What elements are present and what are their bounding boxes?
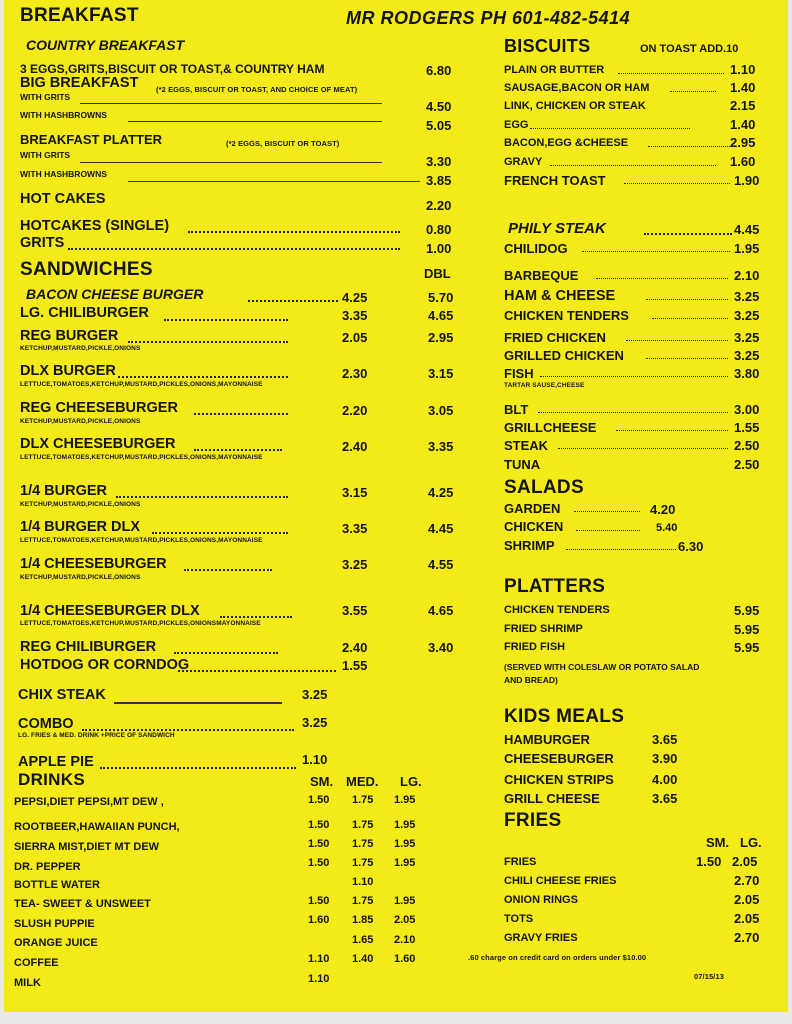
sandwich-price: 3.35: [342, 308, 368, 323]
biscuit-price: 2.15: [730, 98, 756, 113]
sandwiches-title: SANDWICHES: [20, 259, 153, 280]
chix-steak: CHIX STEAK: [18, 687, 106, 703]
drink-lg: 1.95: [394, 794, 416, 806]
leader-dots: [566, 549, 676, 550]
right-sandwich-price: 3.00: [734, 402, 760, 417]
sandwich-dbl-price: 4.65: [428, 603, 454, 618]
sandwich-dbl-price: 4.55: [428, 557, 454, 572]
platter-grits: WITH GRITS: [20, 150, 71, 160]
right-sandwich-price: 2.10: [734, 268, 760, 283]
platter-grits-price: 3.30: [426, 154, 452, 169]
sandwich-desc: KETCHUP,MUSTARD,PICKLE,ONIONS: [20, 418, 141, 425]
drink-sm: 1.10: [308, 953, 330, 965]
platters-title: PLATTERS: [504, 576, 606, 597]
sandwich-price: 3.25: [342, 557, 368, 572]
leader-dots: [644, 233, 732, 235]
combo: COMBO: [18, 716, 74, 732]
grits: GRITS: [20, 235, 65, 251]
biscuit-name: FRENCH TOAST: [504, 173, 606, 188]
drink-lg: 2.10: [394, 934, 416, 946]
drink-med: 1.75: [352, 819, 374, 831]
drink-med: 1.75: [352, 838, 374, 850]
right-sandwich-name: STEAK: [504, 438, 549, 453]
sandwich-name: REG CHILIBURGER: [20, 639, 157, 655]
drink-name: SIERRA MIST,DIET MT DEW: [14, 841, 160, 853]
fries-title: FRIES: [504, 810, 562, 831]
fries-lg-price: 2.05: [732, 854, 758, 869]
leader-dots: [618, 73, 724, 74]
apple-pie: APPLE PIE: [18, 754, 94, 770]
apple-pie-price: 1.10: [302, 752, 328, 767]
fries-name: FRIES: [504, 856, 537, 868]
country-breakfast-price: 6.80: [426, 63, 452, 78]
combo-desc: LG. FRIES & MED. DRINK +PRICE OF SANDWICH: [18, 732, 175, 739]
leader-dots: [646, 358, 728, 359]
sandwich-desc: KETCHUP,MUSTARD,PICKLE,ONIONS: [20, 501, 141, 508]
hot-cakes: HOT CAKES: [20, 191, 106, 207]
fries-name: ONION RINGS: [504, 894, 578, 906]
sandwich-name: 1/4 CHEESEBURGER: [20, 556, 167, 572]
right-sandwich-name: GRILLCHEESE: [504, 420, 597, 435]
kids-meal-name: HAMBURGER: [504, 732, 590, 747]
sandwich-name: BACON CHEESE BURGER: [26, 286, 204, 302]
right-sandwich-name: FRIED CHICKEN: [504, 330, 606, 345]
biscuit-price: 1.40: [730, 117, 756, 132]
drink-med: 1.40: [352, 953, 374, 965]
kids-meal-price: 4.00: [652, 772, 678, 787]
right-sandwich-name: CHILIDOG: [504, 241, 568, 256]
drink-lg: 1.60: [394, 953, 416, 965]
drink-med: 1.75: [352, 857, 374, 869]
right-sandwich-price: 3.80: [734, 366, 760, 381]
platter-hash-price: 3.85: [426, 173, 452, 188]
right-sandwich-name: PHILY STEAK: [508, 220, 606, 237]
biscuits-note: ON TOAST ADD.10: [640, 43, 739, 55]
drink-sm: 1.50: [308, 895, 330, 907]
sandwich-name: HOTDOG OR CORNDOG: [20, 657, 190, 673]
biscuit-name: GRAVY: [504, 156, 543, 168]
right-sandwich-price: 2.50: [734, 438, 760, 453]
menu-sheet: [4, 0, 788, 1012]
leader-dots: [652, 318, 728, 319]
right-sandwich-name: GRILLED CHICKEN: [504, 348, 624, 363]
right-column: [4, 0, 788, 1012]
biscuit-name: EGG: [504, 119, 529, 131]
hotcakes-single-price: 0.80: [426, 222, 452, 237]
drink-sm: 1.10: [308, 973, 330, 985]
fries-name: CHILI CHEESE FRIES: [504, 875, 617, 887]
fries-sm-price: 1.50: [696, 854, 722, 869]
drink-name: ROOTBEER,HAWAIIAN PUNCH,: [14, 821, 180, 833]
leader-dots: [616, 430, 728, 431]
right-sandwich-price: 3.25: [734, 289, 760, 304]
leader-dots: [648, 146, 730, 147]
kids-meal-name: CHICKEN STRIPS: [504, 772, 614, 787]
sandwich-price: 2.40: [342, 640, 368, 655]
biscuit-price: 1.60: [730, 154, 756, 169]
sandwich-desc: LETTUCE,TOMATOES,KETCHUP,MUSTARD,PICKLES,ONIONS,MAYONNAISE: [20, 454, 263, 461]
sandwich-dbl-price: 3.05: [428, 403, 454, 418]
kids-meal-price: 3.65: [652, 732, 678, 747]
sandwich-desc: LETTUCE,TOMATOES,KETCHUP,MUSTARD,PICKLES,ONIONSMAYONNAISE: [20, 620, 261, 627]
right-sandwich-name: FISH: [504, 366, 534, 381]
sandwich-name: 1/4 CHEESEBURGER DLX: [20, 603, 200, 619]
leader-dots: [558, 448, 728, 449]
sandwich-desc: LETTUCE,TOMATOES,KETCHUP,MUSTARD,PICKLES,ONIONS,MAYONNAISE: [20, 381, 263, 388]
right-sandwich-name: BLT: [504, 402, 529, 417]
biscuit-price: 1.40: [730, 80, 756, 95]
drink-name: DR. PEPPER: [14, 861, 81, 873]
sandwich-dbl-price: 3.40: [428, 640, 454, 655]
platters-note-line2: AND BREAD): [504, 675, 558, 685]
drink-sm: 1.50: [308, 857, 330, 869]
sandwich-price: 2.20: [342, 403, 368, 418]
leader-dots: [530, 128, 690, 129]
sandwich-price: 2.05: [342, 330, 368, 345]
sandwich-dbl-price: 4.45: [428, 521, 454, 536]
leader-dots: [540, 376, 728, 377]
drink-sm: 1.50: [308, 794, 330, 806]
leader-dots: [550, 165, 716, 166]
sandwich-desc: KETCHUP,MUSTARD,PICKLE,ONIONS: [20, 345, 141, 352]
sandwich-name: DLX BURGER: [20, 363, 116, 379]
biscuit-name: LINK, CHICKEN OR STEAK: [504, 100, 646, 112]
sandwich-price: 2.30: [342, 366, 368, 381]
salad-price: 5.40: [656, 522, 678, 534]
drink-lg: 1.95: [394, 857, 416, 869]
biscuit-name: PLAIN OR BUTTER: [504, 64, 605, 76]
grits-price: 1.00: [426, 241, 452, 256]
drinks-col-med: MED.: [346, 774, 379, 789]
salad-price: 4.20: [650, 502, 676, 517]
print-date: 07/15/13: [694, 972, 724, 981]
fries-lg-price: 2.05: [734, 911, 760, 926]
drink-name: BOTTLE WATER: [14, 879, 100, 891]
leader-dots: [576, 530, 640, 531]
fries-name: GRAVY FRIES: [504, 932, 578, 944]
right-sandwich-price: 4.45: [734, 222, 760, 237]
platter-name: FRIED FISH: [504, 641, 566, 653]
drink-name: COFFEE: [14, 957, 59, 969]
credit-card-note: .60 charge on credit card on orders under $10.00: [468, 953, 647, 962]
sandwich-price: 2.40: [342, 439, 368, 454]
hotcakes-single: HOTCAKES (SINGLE): [20, 218, 170, 234]
fries-name: TOTS: [504, 913, 534, 925]
drink-med: 1.75: [352, 895, 374, 907]
drink-sm: 1.50: [308, 819, 330, 831]
biscuit-price: 1.90: [734, 173, 760, 188]
fish-desc: TARTAR SAUSE,CHEESE: [504, 382, 585, 389]
kids-meal-name: GRILL CHEESE: [504, 791, 600, 806]
right-sandwich-name: BARBEQUE: [504, 268, 579, 283]
sandwich-price: 3.35: [342, 521, 368, 536]
right-sandwich-name: TUNA: [504, 457, 541, 472]
fries-col-sm: SM.: [706, 835, 730, 850]
biscuit-price: 1.10: [730, 62, 756, 77]
sandwich-dbl-price: 4.65: [428, 308, 454, 323]
biscuit-name: SAUSAGE,BACON OR HAM: [504, 82, 650, 94]
sandwich-price: 4.25: [342, 290, 368, 305]
drink-lg: 2.05: [394, 914, 416, 926]
drink-med: 1.75: [352, 794, 374, 806]
hot-cakes-price: 2.20: [426, 198, 452, 213]
kids-meal-name: CHEESEBURGER: [504, 751, 614, 766]
biscuits-title: BISCUITS: [504, 36, 591, 56]
kids-meal-price: 3.90: [652, 751, 678, 766]
salad-name: CHICKEN: [504, 519, 564, 534]
drink-med: 1.85: [352, 914, 374, 926]
big-breakfast-note: (*2 EGGS, BISCUIT OR TOAST, AND CHOICE OF MEAT): [156, 85, 358, 94]
right-sandwich-price: 1.95: [734, 241, 760, 256]
platters-note-line1: (SERVED WITH COLESLAW OR POTATO SALAD: [504, 662, 700, 672]
sandwich-dbl-price: 5.70: [428, 290, 454, 305]
drink-lg: 1.95: [394, 819, 416, 831]
sandwich-name: LG. CHILIBURGER: [20, 305, 149, 321]
breakfast-platter-title: BREAKFAST PLATTER: [20, 132, 163, 147]
sandwich-name: REG CHEESEBURGER: [20, 400, 178, 416]
fries-lg-price: 2.70: [734, 873, 760, 888]
salad-price: 6.30: [678, 539, 704, 554]
kids-meals-title: KIDS MEALS: [504, 706, 625, 727]
breakfast-platter-note: (*2 EGGS, BISCUIT OR TOAST): [226, 139, 340, 148]
platter-hash: WITH HASHBROWNS: [20, 169, 107, 179]
sandwich-name: DLX CHEESEBURGER: [20, 436, 176, 452]
country-breakfast-title: COUNTRY BREAKFAST: [26, 37, 185, 53]
sandwich-dbl-price: 4.25: [428, 485, 454, 500]
business-name-phone: MR RODGERS PH 601-482-5414: [346, 8, 631, 28]
drinks-title: DRINKS: [18, 770, 85, 789]
big-breakfast-grits-price: 4.50: [426, 99, 452, 114]
drink-name: MILK: [14, 977, 41, 989]
right-sandwich-price: 3.25: [734, 308, 760, 323]
kids-meal-price: 3.65: [652, 791, 678, 806]
platter-name: CHICKEN TENDERS: [504, 604, 610, 616]
fries-lg-price: 2.70: [734, 930, 760, 945]
platter-price: 5.95: [734, 622, 760, 637]
sandwich-name: 1/4 BURGER: [20, 483, 108, 499]
drink-sm: 1.60: [308, 914, 330, 926]
country-breakfast-desc: 3 EGGS,GRITS,BISCUIT OR TOAST,& COUNTRY HAM: [20, 62, 325, 76]
drink-med: 1.10: [352, 876, 374, 888]
drink-lg: 1.95: [394, 838, 416, 850]
drink-name: PEPSI,DIET PEPSI,MT DEW ,: [14, 796, 164, 808]
sandwich-dbl-price: 3.35: [428, 439, 454, 454]
leader-dots: [574, 511, 640, 512]
drink-med: 1.65: [352, 934, 374, 946]
sandwich-dbl-price: 2.95: [428, 330, 454, 345]
drinks-col-sm: SM.: [310, 774, 334, 789]
sandwich-dbl-price: 3.15: [428, 366, 454, 381]
combo-price: 3.25: [302, 715, 328, 730]
fries-lg-price: 2.05: [734, 892, 760, 907]
sandwich-desc: KETCHUP,MUSTARD,PICKLE,ONIONS: [20, 574, 141, 581]
sandwiches-dbl-label: DBL: [424, 266, 451, 281]
biscuit-price: 2.95: [730, 135, 756, 150]
platter-price: 5.95: [734, 603, 760, 618]
leader-dots: [670, 91, 716, 92]
drink-lg: 1.95: [394, 895, 416, 907]
big-breakfast-hash: WITH HASHBROWNS: [20, 110, 107, 120]
sandwich-desc: LETTUCE,TOMATOES,KETCHUP,MUSTARD,PICKLES,ONIONS,MAYONNAISE: [20, 537, 263, 544]
chix-steak-price: 3.25: [302, 687, 328, 702]
drink-name: SLUSH PUPPIE: [14, 918, 95, 930]
right-sandwich-name: HAM & CHEESE: [504, 288, 616, 304]
right-sandwich-price: 2.50: [734, 457, 760, 472]
salads-title: SALADS: [504, 477, 584, 498]
salad-name: GARDEN: [504, 501, 561, 516]
sandwich-name: REG BURGER: [20, 328, 119, 344]
right-sandwich-price: 3.25: [734, 330, 760, 345]
sandwich-price: 3.15: [342, 485, 368, 500]
drink-name: ORANGE JUICE: [14, 937, 98, 949]
biscuit-name: BACON,EGG &CHEESE: [504, 137, 629, 149]
breakfast-title: BREAKFAST: [20, 5, 139, 26]
right-sandwich-price: 3.25: [734, 348, 760, 363]
big-breakfast-grits: WITH GRITS: [20, 92, 71, 102]
platter-name: FRIED SHRIMP: [504, 623, 583, 635]
sandwich-price: 1.55: [342, 658, 368, 673]
leader-dots: [596, 278, 728, 279]
leader-dots: [626, 340, 728, 341]
platter-price: 5.95: [734, 640, 760, 655]
right-sandwich-name: CHICKEN TENDERS: [504, 308, 629, 323]
big-breakfast-title: BIG BREAKFAST: [20, 75, 139, 91]
sandwich-price: 3.55: [342, 603, 368, 618]
drinks-col-lg: LG.: [400, 774, 422, 789]
sandwich-name: 1/4 BURGER DLX: [20, 519, 141, 535]
drink-name: TEA- SWEET & UNSWEET: [14, 898, 151, 910]
fries-col-lg: LG.: [740, 835, 762, 850]
leader-dots: [624, 183, 730, 184]
salad-name: SHRIMP: [504, 538, 555, 553]
leader-dots: [646, 299, 728, 300]
big-breakfast-hash-price: 5.05: [426, 118, 452, 133]
drink-sm: 1.50: [308, 838, 330, 850]
leader-dots: [538, 412, 728, 413]
leader-dots: [582, 251, 730, 252]
right-sandwich-price: 1.55: [734, 420, 760, 435]
